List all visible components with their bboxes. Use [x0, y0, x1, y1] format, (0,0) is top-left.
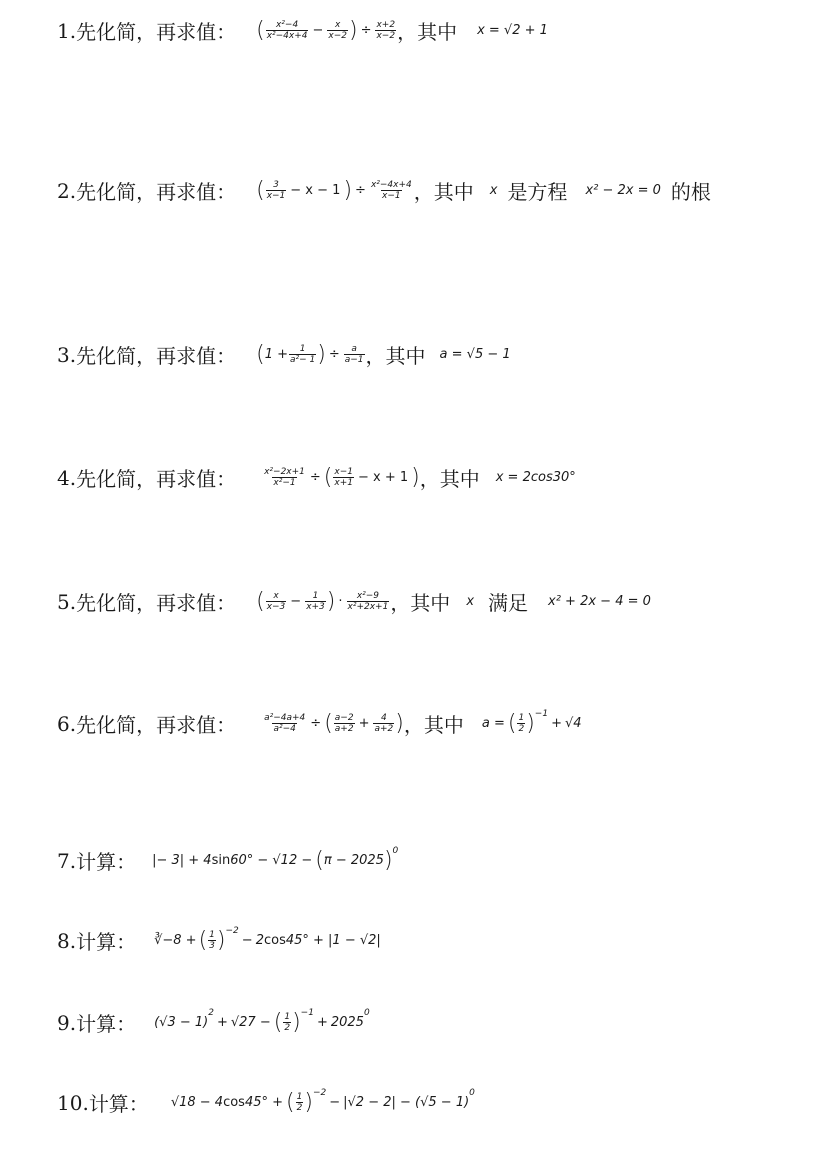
- given-value: x = 2cos30°: [495, 470, 576, 485]
- problem-3: [57, 340, 511, 369]
- formula: ( $\frac{3}{x-1}$ − x − 1 ) ÷ $\frac{\text{x²−4x+4}}{x-1}$: [256, 177, 412, 203]
- problem-number: 8.: [57, 928, 77, 953]
- problem-label: 计算：: [76, 850, 137, 874]
- formula: (√3 − 1) 2 + √27 − ( $\frac{1}{2}$ ) −1 + 2025 0: [154, 1007, 370, 1035]
- problem-number: 1.: [57, 18, 77, 43]
- problem-label: 先化简，再求值：: [76, 467, 237, 491]
- problem-label: 先化简，再求值：: [76, 344, 237, 368]
- problem-5: [57, 587, 651, 616]
- problem-number: 6.: [57, 711, 77, 736]
- qi-text: ，其中: [365, 344, 426, 368]
- problem-number: 9.: [57, 1010, 77, 1035]
- qi-text: ，其中: [397, 20, 458, 44]
- problem-6: [57, 709, 582, 738]
- problem-8: [57, 926, 381, 955]
- problem-label: 先化简，再求值：: [76, 713, 237, 737]
- formula: ∛−8 + ( $\frac{1}{3}$ ) −2 − 2 cos 45° + |1 − √2|: [154, 925, 381, 953]
- given-value: x = √2 + 1: [477, 23, 548, 38]
- mid-text: 是方程: [507, 180, 568, 204]
- qi-text: ，其中: [419, 467, 480, 491]
- problem-1: [57, 16, 548, 45]
- formula: ( $\frac{\text{x²−4}}{\text{x²−4x+4}}$ − $\frac{x}{x-2}$ ) ÷ $\frac{x+2}{x-2}$: [256, 17, 396, 43]
- mid-text: 满足: [488, 591, 529, 615]
- qi-text: ，其中: [390, 591, 451, 615]
- problem-number: 2.: [57, 178, 77, 203]
- equation: x² − 2x = 0: [585, 183, 661, 198]
- problem-number: 10.: [57, 1090, 89, 1115]
- problem-number: 4.: [57, 465, 77, 490]
- problem-number: 5.: [57, 589, 77, 614]
- problem-label: 先化简，再求值：: [76, 591, 237, 615]
- formula: ( 1 + $\frac{1}{\text{a²− 1}}$ ) ÷ $\frac{a}{a-1}$: [256, 341, 364, 367]
- formula: $\frac{\text{x²−2x+1}}{\text{x²−1}}$ ÷ ( $\frac{x-1}{x+1}$ − x + 1 ): [264, 464, 420, 490]
- problem-label: 计算：: [76, 930, 137, 954]
- problem-label: 计算：: [76, 1012, 137, 1036]
- variable: x: [489, 183, 498, 198]
- problem-2: [57, 176, 711, 205]
- formula: |− 3| + 4 sin 60° − √12 − ( π − 2025 ) 0: [152, 845, 399, 873]
- given-value: a = ( $\frac{1}{2}$ ) −1 + √4: [481, 708, 582, 736]
- equation: x² + 2x − 4 = 0: [548, 594, 651, 609]
- problem-number: 3.: [57, 342, 77, 367]
- qi-text: ，其中: [413, 180, 474, 204]
- problem-label: 先化简，再求值：: [76, 20, 237, 44]
- problem-10: [57, 1088, 475, 1117]
- formula: $\frac{\text{a²−4a+4}}{\text{a²−4}}$ ÷ ( $\frac{a-2}{a+2}$ + $\frac{4}{a+2}$ ): [264, 710, 404, 736]
- formula: ( $\frac{x}{x-3}$ − $\frac{1}{x+3}$ ) · $\frac{\text{x²−9}}{\text{x²+2x+1}}$: [256, 588, 389, 614]
- given-value: a = √5 − 1: [439, 347, 511, 362]
- tail-text: 的根: [670, 180, 711, 204]
- problem-7: [57, 846, 398, 875]
- problem-4: [57, 463, 576, 492]
- qi-text: ，其中: [403, 713, 464, 737]
- problem-9: [57, 1008, 370, 1037]
- problem-label: 先化简，再求值：: [76, 180, 237, 204]
- problem-label: 计算：: [88, 1092, 149, 1116]
- variable: x: [466, 594, 475, 609]
- problem-number: 7.: [57, 848, 77, 873]
- formula: √18 − 4 cos 45° + ( $\frac{1}{2}$ ) −2 − |√2 − 2| − (√5 − 1) 0: [170, 1087, 475, 1115]
